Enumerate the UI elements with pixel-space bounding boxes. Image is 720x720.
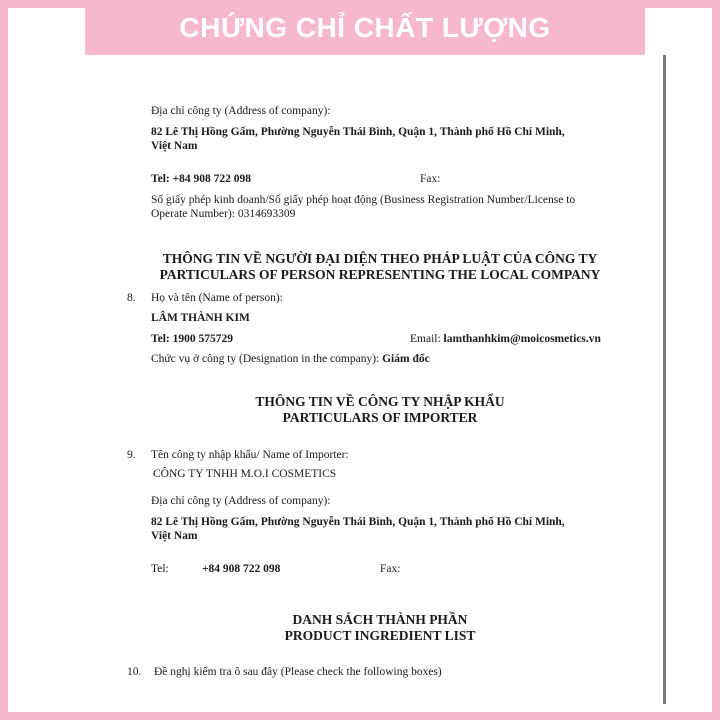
representative-email xyxy=(410,332,601,346)
company-license-line2: Operate Number): 0314693309 xyxy=(151,208,296,220)
ingredients-number: 10. xyxy=(127,666,142,678)
representative-designation-label: Chức vụ ở công ty (Designation in the company): xyxy=(151,353,380,365)
page-edge-shadow xyxy=(663,55,666,704)
importer-address-line1: 82 Lê Thị Hồng Gấm, Phường Nguyễn Thái Bình, Quận 1, Thành phố Hồ Chí Minh, xyxy=(151,516,565,528)
importer-address-label: Địa chỉ công ty (Address of company): xyxy=(151,495,331,507)
representative-designation xyxy=(151,352,430,366)
title-banner xyxy=(85,0,645,55)
ingredients-heading-vi: DANH SÁCH THÀNH PHẦN xyxy=(292,612,468,627)
ingredients-heading-en: PRODUCT INGREDIENT LIST xyxy=(284,628,476,643)
representative-email-value: lamthanhkim@moicosmetics.vn xyxy=(443,333,601,345)
representative-heading-vi: THÔNG TIN VỀ NGƯỜI ĐẠI DIỆN THEO PHÁP LUẬT CỦA CÔNG TY xyxy=(162,251,598,266)
importer-tel-label: Tel: xyxy=(151,563,169,575)
company-license-line1: Số giấy phép kinh doanh/Số giấy phép hoạt động (Business Registration Number/License to xyxy=(151,194,576,206)
representative-number: 8. xyxy=(127,292,136,304)
representative-tel: Tel: 1900 575729 xyxy=(151,333,233,345)
company-tel: Tel: +84 908 722 098 xyxy=(151,173,252,185)
banner-title: CHỨNG CHỈ CHẤT LƯỢNG xyxy=(179,11,551,43)
ingredients-check-text: Đề nghị kiểm tra ô sau đây (Please check the following boxes) xyxy=(154,666,442,678)
importer-name: CÔNG TY TNHH M.O.I COSMETICS xyxy=(153,468,337,480)
importer-heading-vi: THÔNG TIN VỀ CÔNG TY NHẬP KHẨU xyxy=(255,394,505,409)
importer-tel: +84 908 722 098 xyxy=(202,563,281,575)
representative-heading-en: PARTICULARS OF PERSON REPRESENTING THE LOCAL COMPANY xyxy=(159,267,601,282)
importer-fax: Fax: xyxy=(380,563,401,575)
importer-heading-en: PARTICULARS OF IMPORTER xyxy=(282,410,478,425)
importer-name-label: Tên công ty nhập khẩu/ Name of Importer: xyxy=(151,449,349,461)
company-address-line2: Việt Nam xyxy=(151,140,198,152)
company-address-line1: 82 Lê Thị Hồng Gấm, Phường Nguyễn Thái Bình, Quận 1, Thành phố Hồ Chí Minh, xyxy=(151,126,565,138)
company-address-label: Địa chỉ công ty (Address of company): xyxy=(151,105,331,117)
representative-name: LÂM THÀNH KIM xyxy=(151,312,250,324)
importer-address-line2: Việt Nam xyxy=(151,530,198,542)
representative-designation-value: Giám đốc xyxy=(382,353,430,365)
representative-name-label: Họ và tên (Name of person): xyxy=(151,292,283,304)
company-fax: Fax: xyxy=(420,173,441,185)
importer-number: 9. xyxy=(127,449,136,461)
representative-email-label: Email: xyxy=(410,333,441,345)
